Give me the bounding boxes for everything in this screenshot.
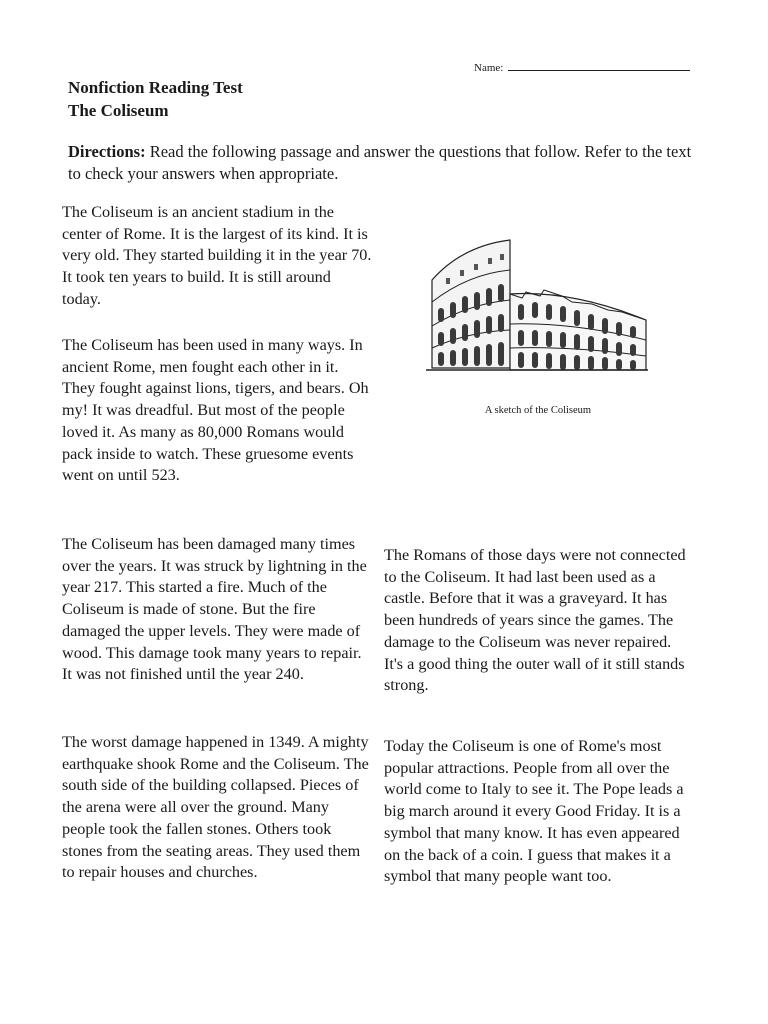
test-title: Nonfiction Reading Test: [68, 78, 243, 97]
passage-paragraph-5: The Romans of those days were not connected to the Coliseum. It had last been used as a castle. Before that it was a graveyard. It has been hundreds of years since the games. The damage to the Coliseum was never repaired. It's a good thing the outer wall of it still stands strong.: [384, 546, 686, 695]
passage-paragraph-6: Today the Coliseum is one of Rome's most popular attractions. People from all over the world come to Italy to see it. The Pope leads a big march around it every Good Friday. It is a symbol that many know. It has even appeared on the back of a coin. I guess that makes it a symbol that many people want too.: [384, 737, 684, 886]
image-caption: A sketch of the Coliseum: [484, 405, 592, 416]
directions: [68, 141, 708, 185]
name-label: Name:: [474, 62, 504, 74]
coliseum-sketch-icon: [422, 232, 650, 382]
directions-label: Directions:: [68, 142, 146, 161]
passage-paragraph-3: The Coliseum has been damaged many times over the years. It was struck by lightning in the year 217. This started a fire. Much of the Coliseum is made of stone. But the fire damaged the upper levels. They were made of wood. This damage took many years to repair. It was not finished until the year 240.: [62, 535, 367, 684]
name-field[interactable]: [474, 60, 690, 74]
directions-text: Read the following passage and answer the questions that follow. Refer to the text to check your answers when appropriate.: [68, 142, 692, 183]
name-blank-line[interactable]: [508, 60, 690, 71]
passage-paragraph-2: The Coliseum has been used in many ways. In ancient Rome, men fought each other in it. They fought against lions, tigers, and bears. Oh my! It was dreadful. But most of the people loved it. As many as 80,000 Romans would pack inside to watch. These gruesome events went on until 523.: [62, 336, 369, 485]
passage-paragraph-4: The worst damage happened in 1349. A mighty earthquake shook Rome and the Coliseum. The south side of the building collapsed. Pieces of the arena were all over the ground. Many people took the fallen stones. Others took stones from the seating areas. They used them to repair houses and churches.: [62, 733, 369, 882]
passage-paragraph-1: The Coliseum is an ancient stadium in the center of Rome. It is the largest of its kind. It is very old. They started building it in the year 70. It took ten years to build. It is still around today.: [62, 203, 372, 308]
page-title: [68, 76, 243, 122]
passage-title: The Coliseum: [68, 101, 169, 120]
